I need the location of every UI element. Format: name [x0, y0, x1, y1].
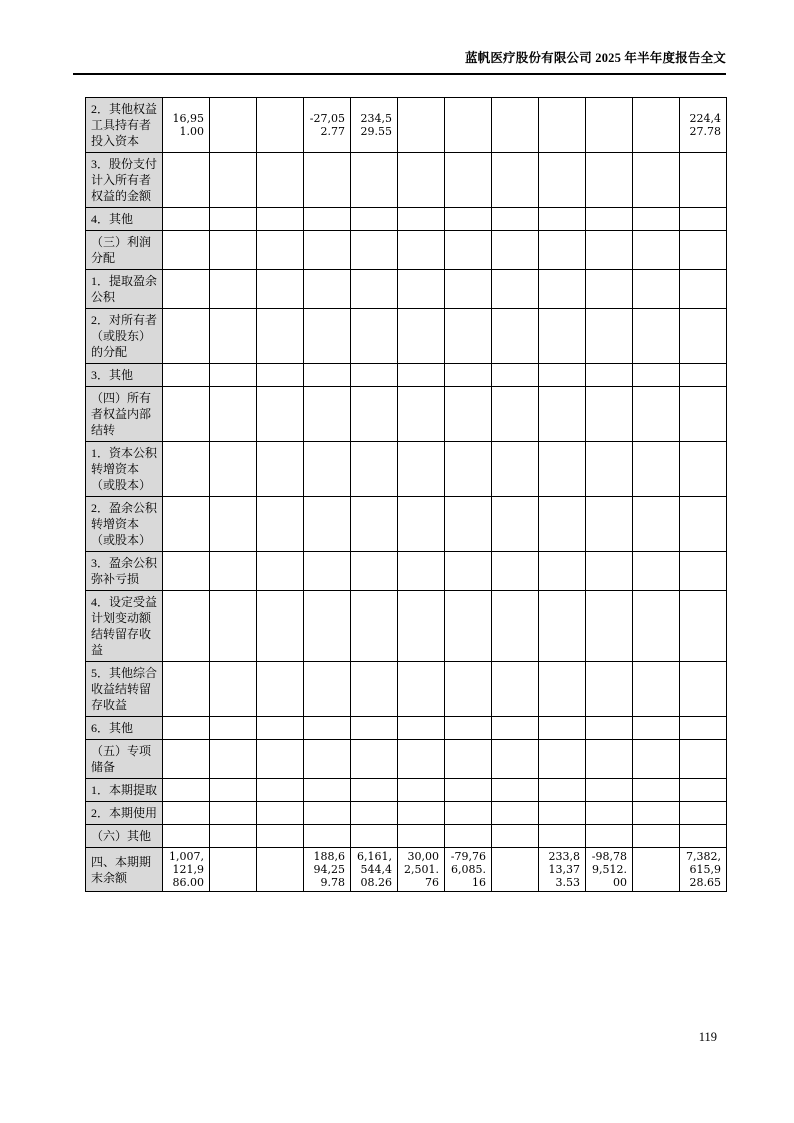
- value-cell: [492, 802, 539, 825]
- value-cell: [586, 825, 633, 848]
- value-cell: [633, 591, 680, 662]
- value-cell: [586, 442, 633, 497]
- value-cell: [257, 98, 304, 153]
- value-cell: [586, 802, 633, 825]
- value-cell: [539, 387, 586, 442]
- value-cell: [163, 231, 210, 270]
- value-cell: [633, 270, 680, 309]
- value-cell: [163, 591, 210, 662]
- value-cell: 233,813,373.53: [539, 848, 586, 892]
- value-cell: [210, 825, 257, 848]
- value-cell: [539, 270, 586, 309]
- value-cell: [398, 98, 445, 153]
- value-cell: [492, 825, 539, 848]
- value-cell: [398, 231, 445, 270]
- value-cell: [586, 662, 633, 717]
- value-cell: [304, 802, 351, 825]
- value-cell: [445, 740, 492, 779]
- value-cell: [304, 270, 351, 309]
- value-cell: [304, 662, 351, 717]
- value-cell: [257, 848, 304, 892]
- value-cell: [351, 364, 398, 387]
- value-cell: [680, 717, 727, 740]
- value-cell: [257, 231, 304, 270]
- value-cell: [304, 387, 351, 442]
- value-cell: [680, 591, 727, 662]
- value-cell: [539, 740, 586, 779]
- value-cell: [445, 802, 492, 825]
- value-cell: [210, 802, 257, 825]
- value-cell: [304, 779, 351, 802]
- value-cell: [351, 740, 398, 779]
- value-cell: [210, 497, 257, 552]
- value-cell: [633, 740, 680, 779]
- value-cell: [398, 364, 445, 387]
- value-cell: [586, 497, 633, 552]
- value-cell: [633, 552, 680, 591]
- row-label: 3．盈余公积弥补亏损: [86, 552, 163, 591]
- value-cell: [304, 740, 351, 779]
- value-cell: [210, 231, 257, 270]
- value-cell: [586, 717, 633, 740]
- report-title: 蓝帆医疗股份有限公司 2025 年半年度报告全文: [464, 51, 726, 65]
- row-label: （三）利润分配: [86, 231, 163, 270]
- value-cell: [304, 552, 351, 591]
- value-cell: [492, 662, 539, 717]
- value-cell: [633, 779, 680, 802]
- value-cell: [351, 231, 398, 270]
- value-cell: -79,766,085.16: [445, 848, 492, 892]
- value-cell: [257, 442, 304, 497]
- table-row: [86, 662, 727, 717]
- value-cell: [257, 779, 304, 802]
- value-cell: [680, 802, 727, 825]
- value-cell: [586, 98, 633, 153]
- value-cell: [633, 98, 680, 153]
- value-cell: [351, 497, 398, 552]
- value-cell: [257, 270, 304, 309]
- value-cell: [304, 309, 351, 364]
- value-cell: [210, 442, 257, 497]
- value-cell: [163, 270, 210, 309]
- value-cell: [210, 270, 257, 309]
- value-cell: [680, 825, 727, 848]
- value-cell: [398, 825, 445, 848]
- value-cell: [492, 270, 539, 309]
- value-cell: -27,052.77: [304, 98, 351, 153]
- value-cell: [633, 231, 680, 270]
- table-row: [86, 497, 727, 552]
- value-cell: [163, 208, 210, 231]
- value-cell: [351, 442, 398, 497]
- table-row: [86, 98, 727, 153]
- value-cell: [304, 231, 351, 270]
- value-cell: [257, 364, 304, 387]
- value-cell: [398, 208, 445, 231]
- value-cell: [633, 497, 680, 552]
- table-row: [86, 740, 727, 779]
- value-cell: [257, 552, 304, 591]
- row-label: 2．对所有者（或股东）的分配: [86, 309, 163, 364]
- value-cell: [351, 802, 398, 825]
- row-label: 2．本期使用: [86, 802, 163, 825]
- value-cell: [210, 779, 257, 802]
- table-row: [86, 442, 727, 497]
- value-cell: 188,694,259.78: [304, 848, 351, 892]
- value-cell: [304, 717, 351, 740]
- value-cell: [351, 208, 398, 231]
- table-row: [86, 802, 727, 825]
- value-cell: [586, 231, 633, 270]
- value-cell: [633, 153, 680, 208]
- value-cell: [539, 98, 586, 153]
- row-label: 4．其他: [86, 208, 163, 231]
- value-cell: 6,161,544,408.26: [351, 848, 398, 892]
- value-cell: [539, 442, 586, 497]
- document-header: [73, 49, 726, 75]
- value-cell: [633, 662, 680, 717]
- value-cell: [351, 825, 398, 848]
- value-cell: [351, 153, 398, 208]
- value-cell: [304, 208, 351, 231]
- table-row: [86, 231, 727, 270]
- value-cell: [680, 208, 727, 231]
- value-cell: [445, 231, 492, 270]
- value-cell: [633, 802, 680, 825]
- value-cell: [163, 662, 210, 717]
- value-cell: [445, 364, 492, 387]
- value-cell: [539, 779, 586, 802]
- value-cell: [539, 717, 586, 740]
- value-cell: [398, 779, 445, 802]
- value-cell: [257, 387, 304, 442]
- value-cell: [586, 309, 633, 364]
- value-cell: [492, 231, 539, 270]
- equity-change-table: [85, 97, 727, 892]
- value-cell: [492, 591, 539, 662]
- value-cell: [680, 779, 727, 802]
- value-cell: 16,951.00: [163, 98, 210, 153]
- value-cell: [539, 364, 586, 387]
- value-cell: [492, 364, 539, 387]
- value-cell: [210, 717, 257, 740]
- table-row: [86, 387, 727, 442]
- row-label: 2．其他权益工具持有者投入资本: [86, 98, 163, 153]
- value-cell: [257, 497, 304, 552]
- value-cell: [633, 364, 680, 387]
- value-cell: [163, 779, 210, 802]
- value-cell: [163, 497, 210, 552]
- value-cell: [257, 825, 304, 848]
- row-label: 1．资本公积转增资本（或股本）: [86, 442, 163, 497]
- value-cell: [633, 442, 680, 497]
- value-cell: -98,789,512.00: [586, 848, 633, 892]
- value-cell: [257, 662, 304, 717]
- table-row: [86, 208, 727, 231]
- value-cell: [445, 552, 492, 591]
- table-row: [86, 779, 727, 802]
- value-cell: [445, 270, 492, 309]
- value-cell: [445, 779, 492, 802]
- value-cell: 234,529.55: [351, 98, 398, 153]
- value-cell: [445, 387, 492, 442]
- value-cell: [539, 802, 586, 825]
- value-cell: [210, 309, 257, 364]
- value-cell: [257, 153, 304, 208]
- value-cell: [398, 552, 445, 591]
- value-cell: [492, 740, 539, 779]
- value-cell: [539, 825, 586, 848]
- value-cell: [398, 442, 445, 497]
- value-cell: [304, 591, 351, 662]
- value-cell: [304, 153, 351, 208]
- row-label: （五）专项储备: [86, 740, 163, 779]
- value-cell: [257, 802, 304, 825]
- table-row: [86, 848, 727, 892]
- value-cell: [210, 153, 257, 208]
- table-row: [86, 552, 727, 591]
- value-cell: [351, 552, 398, 591]
- value-cell: [445, 153, 492, 208]
- value-cell: [163, 364, 210, 387]
- value-cell: [539, 552, 586, 591]
- value-cell: [210, 387, 257, 442]
- value-cell: [586, 270, 633, 309]
- value-cell: [539, 591, 586, 662]
- value-cell: [445, 497, 492, 552]
- value-cell: [586, 779, 633, 802]
- value-cell: [539, 231, 586, 270]
- value-cell: [539, 153, 586, 208]
- value-cell: [492, 552, 539, 591]
- value-cell: [680, 231, 727, 270]
- value-cell: [586, 208, 633, 231]
- value-cell: [445, 717, 492, 740]
- value-cell: 7,382,615,928.65: [680, 848, 727, 892]
- value-cell: [492, 208, 539, 231]
- row-label: （四）所有者权益内部结转: [86, 387, 163, 442]
- table-row: [86, 825, 727, 848]
- value-cell: [492, 387, 539, 442]
- row-label: 1．本期提取: [86, 779, 163, 802]
- value-cell: [586, 387, 633, 442]
- value-cell: [539, 662, 586, 717]
- value-cell: [539, 497, 586, 552]
- value-cell: [586, 591, 633, 662]
- value-cell: [445, 208, 492, 231]
- value-cell: [680, 270, 727, 309]
- value-cell: [163, 309, 210, 364]
- value-cell: [398, 740, 445, 779]
- value-cell: [539, 309, 586, 364]
- value-cell: [492, 497, 539, 552]
- value-cell: [398, 591, 445, 662]
- value-cell: 224,427.78: [680, 98, 727, 153]
- row-label: 3．其他: [86, 364, 163, 387]
- row-label: 3．股份支付计入所有者权益的金额: [86, 153, 163, 208]
- row-label: 5．其他综合收益结转留存收益: [86, 662, 163, 717]
- value-cell: [257, 208, 304, 231]
- value-cell: [680, 364, 727, 387]
- value-cell: [257, 740, 304, 779]
- row-label: 2．盈余公积转增资本（或股本）: [86, 497, 163, 552]
- value-cell: [304, 825, 351, 848]
- value-cell: [163, 442, 210, 497]
- value-cell: [680, 740, 727, 779]
- table-row: [86, 364, 727, 387]
- value-cell: [304, 497, 351, 552]
- value-cell: [163, 740, 210, 779]
- value-cell: [445, 442, 492, 497]
- table-row: [86, 591, 727, 662]
- value-cell: [398, 270, 445, 309]
- value-cell: [445, 662, 492, 717]
- value-cell: [210, 740, 257, 779]
- value-cell: [304, 364, 351, 387]
- table-row: [86, 717, 727, 740]
- value-cell: [210, 208, 257, 231]
- value-cell: [633, 309, 680, 364]
- value-cell: [351, 779, 398, 802]
- value-cell: [492, 98, 539, 153]
- value-cell: [680, 552, 727, 591]
- table-row: [86, 309, 727, 364]
- value-cell: [445, 591, 492, 662]
- row-label: 6．其他: [86, 717, 163, 740]
- value-cell: [210, 848, 257, 892]
- value-cell: [633, 825, 680, 848]
- value-cell: [398, 717, 445, 740]
- value-cell: [680, 442, 727, 497]
- value-cell: [304, 442, 351, 497]
- value-cell: [351, 717, 398, 740]
- value-cell: [351, 309, 398, 364]
- value-cell: [492, 848, 539, 892]
- value-cell: 1,007,121,986.00: [163, 848, 210, 892]
- table-row: [86, 153, 727, 208]
- value-cell: [351, 662, 398, 717]
- value-cell: [680, 309, 727, 364]
- value-cell: [633, 717, 680, 740]
- value-cell: [351, 387, 398, 442]
- value-cell: [210, 552, 257, 591]
- value-cell: 30,002,501.76: [398, 848, 445, 892]
- value-cell: [163, 153, 210, 208]
- value-cell: [586, 153, 633, 208]
- value-cell: [492, 442, 539, 497]
- value-cell: [492, 717, 539, 740]
- value-cell: [163, 387, 210, 442]
- value-cell: [492, 153, 539, 208]
- value-cell: [398, 662, 445, 717]
- table-row: [86, 270, 727, 309]
- value-cell: [680, 153, 727, 208]
- value-cell: [586, 552, 633, 591]
- value-cell: [398, 497, 445, 552]
- value-cell: [210, 98, 257, 153]
- value-cell: [539, 208, 586, 231]
- row-label: 四、本期期末余额: [86, 848, 163, 892]
- value-cell: [257, 717, 304, 740]
- value-cell: [210, 591, 257, 662]
- value-cell: [445, 825, 492, 848]
- value-cell: [492, 779, 539, 802]
- value-cell: [163, 825, 210, 848]
- value-cell: [633, 208, 680, 231]
- value-cell: [445, 98, 492, 153]
- value-cell: [210, 662, 257, 717]
- value-cell: [257, 309, 304, 364]
- value-cell: [163, 717, 210, 740]
- value-cell: [586, 364, 633, 387]
- value-cell: [680, 387, 727, 442]
- value-cell: [633, 387, 680, 442]
- value-cell: [398, 309, 445, 364]
- page-number: 119: [698, 1030, 717, 1044]
- value-cell: [398, 387, 445, 442]
- row-label: （六）其他: [86, 825, 163, 848]
- value-cell: [163, 802, 210, 825]
- value-cell: [163, 552, 210, 591]
- value-cell: [633, 848, 680, 892]
- row-label: 1．提取盈余公积: [86, 270, 163, 309]
- value-cell: [398, 153, 445, 208]
- row-label: 4．设定受益计划变动额结转留存收益: [86, 591, 163, 662]
- value-cell: [351, 591, 398, 662]
- value-cell: [492, 309, 539, 364]
- value-cell: [398, 802, 445, 825]
- value-cell: [586, 740, 633, 779]
- value-cell: [680, 662, 727, 717]
- value-cell: [351, 270, 398, 309]
- value-cell: [257, 591, 304, 662]
- value-cell: [445, 309, 492, 364]
- value-cell: [680, 497, 727, 552]
- value-cell: [210, 364, 257, 387]
